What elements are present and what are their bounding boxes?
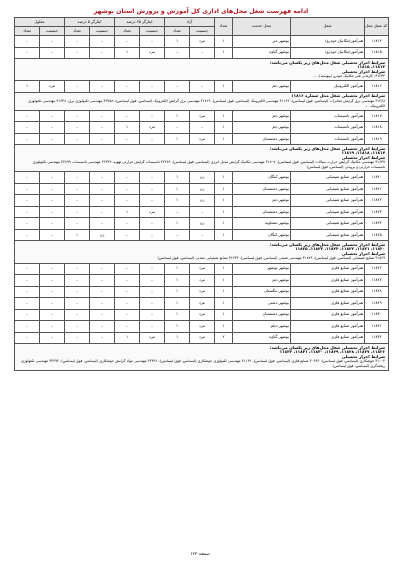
note-cell bbox=[15, 241, 389, 263]
cell-c3: – bbox=[65, 321, 90, 333]
cell-g3: – bbox=[90, 206, 115, 218]
table-row bbox=[15, 229, 389, 241]
cell-c1: ۱ bbox=[165, 110, 190, 122]
cell-g1: مرد bbox=[190, 110, 215, 122]
cell-job: هنرآموز تاسیسات bbox=[291, 122, 365, 134]
cell-code: ۱۱۸۲۵ bbox=[365, 229, 389, 241]
note-head: شرایط احراز تحصیلی شغل محل‌های زیر یکسان می‌باشد: bbox=[269, 145, 385, 151]
table-row bbox=[15, 286, 389, 298]
cell-code: ۱۱۸۲۷ bbox=[365, 275, 389, 287]
cell-g1: – bbox=[190, 47, 215, 59]
table-row bbox=[15, 275, 389, 287]
header-place: محل خدمت bbox=[233, 18, 291, 36]
cell-c4: – bbox=[15, 275, 40, 287]
cell-c2: – bbox=[115, 309, 140, 321]
header-veteran-5: ایثارگر ۵ درصد bbox=[65, 18, 115, 27]
cell-total: ۱ bbox=[215, 275, 233, 287]
cell-total: ۱ bbox=[215, 218, 233, 230]
cell-c1: – bbox=[165, 229, 190, 241]
cell-code: ۱۱۸۱۵ bbox=[365, 47, 389, 59]
cell-c4: – bbox=[15, 36, 40, 48]
cell-c1: ۱ bbox=[165, 263, 190, 275]
note-cell bbox=[15, 344, 389, 371]
cell-c3: – bbox=[65, 206, 90, 218]
cell-job: هنرآموز صنایع فلزی bbox=[291, 275, 365, 287]
cell-g1: – bbox=[190, 81, 215, 93]
cell-job: هنرآموز صنایع فلزی bbox=[291, 286, 365, 298]
cell-g2: – bbox=[140, 172, 165, 184]
cell-g4: – bbox=[40, 309, 65, 321]
cell-g4: – bbox=[40, 133, 65, 145]
header-code: کد شغل محل bbox=[365, 18, 389, 36]
cell-g4: – bbox=[40, 275, 65, 287]
note-text: ۳۱۲۶۸ مهندسی برق گرایش مخابرات (لیسانس، فوق لیسانس)، ۳۱۱۶۹ مهندسی الکترونیک (لیسانس، فوق لیسانس)، ۳۱۷۱۲ مهندسی برق گرایش الکترونیک (لیسانس، فوق لیسانس)، ۳۲۲۵۸ مهندسی تکنولوژی برق، ۳۱۶۳۸ مهندسی تکنولوژی الکترونیک، ... bbox=[28, 98, 385, 108]
cell-g3: زن bbox=[90, 229, 115, 241]
header-count: تعداد bbox=[15, 27, 40, 36]
cell-c2: ۱ bbox=[115, 332, 140, 344]
cell-g3: – bbox=[90, 36, 115, 48]
cell-place: بوشهر-گناوه bbox=[233, 332, 291, 344]
note-text: ۳۱۲۳۴- کاردانی فنی مکانیک خودرو (پیوسته)، ... bbox=[313, 74, 385, 79]
cell-g3: – bbox=[90, 122, 115, 134]
header-gender: جنسیت bbox=[190, 27, 215, 36]
cell-place: بوشهر-تنگستان bbox=[233, 286, 291, 298]
cell-g4: – bbox=[40, 229, 65, 241]
cell-g4: – bbox=[40, 263, 65, 275]
cell-g1: مرد bbox=[190, 332, 215, 344]
cell-g1: مرد bbox=[190, 263, 215, 275]
cell-g4: – bbox=[40, 195, 65, 207]
cell-c2: – bbox=[115, 275, 140, 287]
note-text: ۳۱۰۰۴ جوشکاری (لیسانس، فوق لیسانس)، ۳۰۶۹۴ صنایع فلزی (لیسانس، فوق لیسانس)، ۳۱۱۶۹ مهندسی تکنولوژی جوشکاری (لیسانس، فوق لیسانس)، ۳۲۳۹۱ مهندسی مواد گرایش جوشکاری (لیسانس، فوق لیسانس)، ۳۲۳۹۲ مهندسی تکنولوژی ریخته‌گری (لیسانس، فوق لیسانس) bbox=[21, 359, 385, 368]
cell-g1: مرد bbox=[190, 321, 215, 333]
note-codes: ۱۱۸۱۷، ۱۱۸۱۸، ۱۱۸۱۹ bbox=[341, 150, 385, 156]
cell-job: هنرآموز صنایع فلزی bbox=[291, 298, 365, 310]
cell-g4: – bbox=[40, 183, 65, 195]
cell-place: بوشهر-بوشهر bbox=[233, 263, 291, 275]
cell-c2: – bbox=[115, 195, 140, 207]
cell-c2: – bbox=[115, 286, 140, 298]
note-label: شرایط احراز تحصیلی bbox=[341, 154, 385, 160]
cell-code: ۱۱۸۲۳ bbox=[365, 206, 389, 218]
cell-g1: مرد bbox=[190, 275, 215, 287]
note-head: شرایط احراز تحصیلی شغل محل شماره ۱۱۸۱۶ bbox=[291, 93, 385, 99]
cell-place: بوشهر-دشتستان bbox=[233, 183, 291, 195]
cell-c1: – bbox=[165, 81, 190, 93]
cell-c4: – bbox=[15, 332, 40, 344]
header-free: آزاد bbox=[165, 18, 215, 27]
cell-place: بوشهر-جم bbox=[233, 195, 291, 207]
table-row bbox=[15, 206, 389, 218]
cell-job: هنرآموز تاسیسات bbox=[291, 110, 365, 122]
table-row bbox=[15, 110, 389, 122]
header-count: تعداد bbox=[65, 27, 90, 36]
cell-c1: ۱ bbox=[165, 298, 190, 310]
page-number: صفحه ۱۲۳ bbox=[190, 552, 210, 557]
cell-place: بوشهر-دشتستان bbox=[233, 206, 291, 218]
cell-c3: – bbox=[65, 122, 90, 134]
cell-g4: – bbox=[40, 286, 65, 298]
cell-c3: – bbox=[65, 309, 90, 321]
header-disabled: معلول bbox=[15, 18, 65, 27]
cell-g2: – bbox=[140, 309, 165, 321]
cell-place: بوشهر-کنگان bbox=[233, 229, 291, 241]
cell-g2: – bbox=[140, 195, 165, 207]
cell-c1: ۱ bbox=[165, 321, 190, 333]
cell-c3: – bbox=[65, 263, 90, 275]
cell-total: ۱ bbox=[215, 263, 233, 275]
cell-c3: ۱ bbox=[65, 229, 90, 241]
cell-place: بوشهر-جم bbox=[233, 110, 291, 122]
header-gender: جنسیت bbox=[40, 27, 65, 36]
cell-c4: – bbox=[15, 263, 40, 275]
cell-g2: مرد bbox=[140, 122, 165, 134]
document-page bbox=[14, 6, 388, 557]
cell-code: ۱۱۸۲۱ bbox=[365, 183, 389, 195]
cell-g1: مرد bbox=[190, 309, 215, 321]
cell-g2: – bbox=[140, 286, 165, 298]
cell-g2: مرد bbox=[140, 47, 165, 59]
cell-g1: مرد bbox=[190, 133, 215, 145]
cell-g2: – bbox=[140, 229, 165, 241]
note-label: شرایط احراز تحصیلی bbox=[341, 68, 385, 74]
cell-g2: – bbox=[140, 218, 165, 230]
table-row bbox=[15, 133, 389, 145]
note-text: ۳۱۸۶۹ صنایع شیمیایی (لیسانس، فوق لیسانس)، ۳۱۸۷۹ مهندسی شیمی (لیسانس، فوق لیسانس)، ۳۶۶۳۳ صنایع شیمیایی معدنی (لیسانس، فوق لیسانس) bbox=[157, 256, 385, 261]
cell-place: بوشهر-دشتی bbox=[233, 298, 291, 310]
cell-c2: – bbox=[115, 229, 140, 241]
cell-g1: مرد bbox=[190, 36, 215, 48]
cell-total: ۲ bbox=[215, 332, 233, 344]
cell-c4: – bbox=[15, 309, 40, 321]
qualification-note bbox=[15, 92, 389, 110]
cell-c1: ۱ bbox=[165, 183, 190, 195]
table-row bbox=[15, 122, 389, 134]
cell-code: ۱۱۸۲۲ bbox=[365, 195, 389, 207]
table-row bbox=[15, 183, 389, 195]
header-gender: جنسیت bbox=[90, 27, 115, 36]
cell-code: ۱۱۸۳۲ bbox=[365, 332, 389, 344]
cell-job: هنرآموز صنایع فلزی bbox=[291, 309, 365, 321]
cell-total: ۱ bbox=[215, 81, 233, 93]
cell-g3: – bbox=[90, 263, 115, 275]
note-label: شرایط احراز تحصیلی bbox=[341, 353, 385, 359]
cell-g2: – bbox=[140, 36, 165, 48]
cell-g3: – bbox=[90, 332, 115, 344]
cell-c1: ۱ bbox=[165, 36, 190, 48]
cell-job: هنرآموز الکترونیک bbox=[291, 81, 365, 93]
cell-code: ۱۱۸۱۷ bbox=[365, 110, 389, 122]
table-row bbox=[15, 321, 389, 333]
cell-c4: – bbox=[15, 183, 40, 195]
cell-g4: – bbox=[40, 110, 65, 122]
cell-c4: – bbox=[15, 122, 40, 134]
table-row bbox=[15, 195, 389, 207]
cell-code: ۱۱۸۱۶ bbox=[365, 81, 389, 93]
cell-c1: – bbox=[165, 206, 190, 218]
cell-place: بوشهر-دشتستان bbox=[233, 133, 291, 145]
note-cell bbox=[15, 92, 389, 110]
cell-c3: – bbox=[65, 298, 90, 310]
cell-job: هنرآموز صنایع شیمیایی bbox=[291, 218, 365, 230]
cell-g2: – bbox=[140, 110, 165, 122]
cell-g4: – bbox=[40, 321, 65, 333]
cell-c3: – bbox=[65, 332, 90, 344]
cell-total: ۱ bbox=[215, 122, 233, 134]
cell-g1: – bbox=[190, 229, 215, 241]
cell-c4: – bbox=[15, 206, 40, 218]
cell-c3: – bbox=[65, 172, 90, 184]
cell-g3: – bbox=[90, 275, 115, 287]
cell-total: ۱ bbox=[215, 321, 233, 333]
cell-g3: – bbox=[90, 110, 115, 122]
cell-job: هنرآموز صنایع شیمیایی bbox=[291, 183, 365, 195]
cell-c3: – bbox=[65, 218, 90, 230]
table-row bbox=[15, 218, 389, 230]
cell-code: ۱۱۸۱۸ bbox=[365, 122, 389, 134]
cell-g1: – bbox=[190, 206, 215, 218]
note-cell bbox=[15, 145, 389, 172]
cell-g4: مرد bbox=[40, 81, 65, 93]
cell-job: هنرآموز صنایع شیمیایی bbox=[291, 229, 365, 241]
header-gender: جنسیت bbox=[140, 27, 165, 36]
cell-place: بوشهر-گناوه bbox=[233, 47, 291, 59]
header-job: شغل bbox=[291, 18, 365, 36]
cell-c1: ۱ bbox=[165, 172, 190, 184]
cell-total: ۱ bbox=[215, 133, 233, 145]
cell-total: ۱ bbox=[215, 172, 233, 184]
cell-g4: – bbox=[40, 332, 65, 344]
cell-c3: – bbox=[65, 195, 90, 207]
cell-g3: – bbox=[90, 81, 115, 93]
cell-g4: – bbox=[40, 218, 65, 230]
cell-place: بوشهر-جم bbox=[233, 81, 291, 93]
cell-job: هنرآموز صنایع فلزی bbox=[291, 263, 365, 275]
cell-g2: – bbox=[140, 298, 165, 310]
cell-place: بوشهر-دشتستان bbox=[233, 309, 291, 321]
cell-code: ۱۱۸۳۰ bbox=[365, 309, 389, 321]
cell-g3: – bbox=[90, 286, 115, 298]
cell-total: ۱ bbox=[215, 298, 233, 310]
cell-code: ۱۱۸۱۴ bbox=[365, 36, 389, 48]
cell-g1: زن bbox=[190, 195, 215, 207]
cell-c2: – bbox=[115, 263, 140, 275]
header-veteran-25: ایثارگر ۲۵ درصد bbox=[115, 18, 165, 27]
cell-code: ۱۱۸۲۴ bbox=[365, 218, 389, 230]
cell-total: ۱ bbox=[215, 47, 233, 59]
cell-total: ۱ bbox=[215, 206, 233, 218]
cell-g1: – bbox=[190, 122, 215, 134]
table-row bbox=[15, 81, 389, 93]
cell-job: هنرآموز(مکانیک خودرو) bbox=[291, 47, 365, 59]
page-title: ادامه فهرست شغل محل‌های اداری کل آموزش و پرورش استان بوشهر bbox=[93, 8, 309, 15]
table-row bbox=[15, 36, 389, 48]
table-row bbox=[15, 47, 389, 59]
cell-code: ۱۱۸۲۹ bbox=[365, 298, 389, 310]
note-label: شرایط احراز تحصیلی bbox=[341, 250, 385, 256]
cell-total: ۱ bbox=[215, 309, 233, 321]
cell-g2: – bbox=[140, 133, 165, 145]
cell-c2: – bbox=[115, 321, 140, 333]
cell-place: بوشهر-عسلویه bbox=[233, 218, 291, 230]
cell-g2: – bbox=[140, 81, 165, 93]
cell-job: هنرآموز صنایع شیمیایی bbox=[291, 195, 365, 207]
cell-place: بوشهر-دیر bbox=[233, 36, 291, 48]
cell-c2: – bbox=[115, 183, 140, 195]
cell-c4: – bbox=[15, 298, 40, 310]
cell-g3: – bbox=[90, 321, 115, 333]
note-cell bbox=[15, 59, 389, 81]
cell-g3: – bbox=[90, 298, 115, 310]
cell-c4: – bbox=[15, 110, 40, 122]
cell-c3: – bbox=[65, 286, 90, 298]
cell-g4: – bbox=[40, 172, 65, 184]
cell-total: ۱ bbox=[215, 286, 233, 298]
table-row bbox=[15, 172, 389, 184]
cell-c1: ۱ bbox=[165, 332, 190, 344]
cell-code: ۱۱۸۳۱ bbox=[365, 321, 389, 333]
cell-place: بوشهر-دیلم bbox=[233, 321, 291, 333]
cell-c4: – bbox=[15, 47, 40, 59]
cell-g3: – bbox=[90, 183, 115, 195]
cell-job: هنرآموز(مکانیک خودرو) bbox=[291, 36, 365, 48]
table-row bbox=[15, 263, 389, 275]
cell-job: هنرآموز صنایع فلزی bbox=[291, 332, 365, 344]
cell-c2: – bbox=[115, 36, 140, 48]
cell-g4: – bbox=[40, 298, 65, 310]
jobs-table bbox=[14, 17, 389, 371]
cell-total: ۱ bbox=[215, 110, 233, 122]
cell-g3: – bbox=[90, 172, 115, 184]
table-row bbox=[15, 332, 389, 344]
cell-c4: – bbox=[15, 321, 40, 333]
cell-g3: – bbox=[90, 309, 115, 321]
cell-c1: ۱ bbox=[165, 309, 190, 321]
cell-c4: – bbox=[15, 172, 40, 184]
cell-g4: – bbox=[40, 47, 65, 59]
cell-job: هنرآموز صنایع فلزی bbox=[291, 321, 365, 333]
cell-c2: – bbox=[115, 218, 140, 230]
cell-c4: – bbox=[15, 195, 40, 207]
cell-c2: – bbox=[115, 133, 140, 145]
cell-c3: – bbox=[65, 47, 90, 59]
cell-g1: مرد bbox=[190, 298, 215, 310]
cell-g2: مرد bbox=[140, 206, 165, 218]
note-head: شرایط احراز تحصیلی شغل محل‌های زیر یکسان می‌باشد: bbox=[269, 59, 385, 65]
cell-c3: – bbox=[65, 275, 90, 287]
cell-g1: مرد bbox=[190, 286, 215, 298]
cell-g4: – bbox=[40, 122, 65, 134]
qualification-note bbox=[15, 344, 389, 371]
cell-c1: ۱ bbox=[165, 133, 190, 145]
cell-g4: – bbox=[40, 36, 65, 48]
cell-code: ۱۱۸۲۰ bbox=[365, 172, 389, 184]
cell-c2: – bbox=[115, 298, 140, 310]
note-codes: ۱۱۸۱۴، ۱۱۸۱۵ bbox=[357, 64, 385, 70]
cell-g3: – bbox=[90, 47, 115, 59]
note-codes: ۱۱۸۲۰، ۱۱۸۲۱، ۱۱۸۲۲، ۱۱۸۲۳، ۱۱۸۲۴، ۱۱۸۲۵ bbox=[295, 246, 385, 252]
cell-g4: – bbox=[40, 206, 65, 218]
cell-c1: ۱ bbox=[165, 275, 190, 287]
header-total: تعداد bbox=[215, 18, 233, 36]
cell-code: ۱۱۸۲۶ bbox=[365, 263, 389, 275]
cell-c4: – bbox=[15, 229, 40, 241]
cell-c4: ۱ bbox=[15, 81, 40, 93]
cell-place: بوشهر-جم bbox=[233, 122, 291, 134]
table-row bbox=[15, 298, 389, 310]
cell-c3: – bbox=[65, 183, 90, 195]
cell-c3: – bbox=[65, 81, 90, 93]
cell-total: ۱ bbox=[215, 183, 233, 195]
cell-c1: – bbox=[165, 47, 190, 59]
cell-c2: – bbox=[115, 110, 140, 122]
header-count: تعداد bbox=[115, 27, 140, 36]
cell-job: هنرآموز صنایع شیمیایی bbox=[291, 206, 365, 218]
qualification-note bbox=[15, 145, 389, 172]
cell-job: هنرآموز صنایع شیمیایی bbox=[291, 172, 365, 184]
cell-c2: ۱ bbox=[115, 122, 140, 134]
cell-c2: ۱ bbox=[115, 206, 140, 218]
cell-g2: – bbox=[140, 183, 165, 195]
cell-c1: – bbox=[165, 122, 190, 134]
cell-c3: – bbox=[65, 133, 90, 145]
cell-total: ۱ bbox=[215, 229, 233, 241]
cell-c2: ۱ bbox=[115, 47, 140, 59]
cell-c4: – bbox=[15, 133, 40, 145]
cell-g1: زن bbox=[190, 172, 215, 184]
cell-c4: – bbox=[15, 218, 40, 230]
cell-place: بوشهر-جم bbox=[233, 275, 291, 287]
cell-g1: زن bbox=[190, 183, 215, 195]
qualification-note bbox=[15, 59, 389, 81]
note-text: ۳۱۶۳۷ مهندسی مکانیک گرایش حرارت سیالات (لیسانس، فوق لیسانس)، ۳۱۷۰۷ مهندسی مکانیک گرایش تبدیل انرژی (لیسانس، فوق لیسانس)، ۳۲۲۸۹ تاسیسات گرایش حرارتی تهویه، ۳۲۲۴۹ مهندسی تاسیسات، ۳۲۷۹۹ مهندسی تکنولوژی تاسیسات حرارتی و برودتی (لیسانس، فوق لیسانس) bbox=[32, 160, 385, 170]
cell-c1: ۱ bbox=[165, 195, 190, 207]
note-codes: ۱۱۸۲۶، ۱۱۸۲۷، ۱۱۸۲۸، ۱۱۸۲۹، ۱۱۸۳۰، ۱۱۸۳۱، ۱۱۸۳۲ bbox=[279, 349, 385, 355]
cell-total: ۱ bbox=[215, 36, 233, 48]
cell-c1: ۱ bbox=[165, 286, 190, 298]
cell-g2: – bbox=[140, 263, 165, 275]
cell-g2: – bbox=[140, 275, 165, 287]
cell-c3: – bbox=[65, 36, 90, 48]
cell-code: ۱۱۸۲۸ bbox=[365, 286, 389, 298]
qualification-note bbox=[15, 241, 389, 263]
note-head: شرایط احراز تحصیلی شغل محل‌های زیر یکسان می‌باشد: bbox=[269, 344, 385, 350]
cell-total: ۱ bbox=[215, 195, 233, 207]
table-row bbox=[15, 309, 389, 321]
note-head: شرایط احراز تحصیلی شغل محل‌های زیر یکسان می‌باشد: bbox=[269, 241, 385, 247]
cell-g3: – bbox=[90, 218, 115, 230]
cell-c2: – bbox=[115, 172, 140, 184]
cell-g2: – bbox=[140, 321, 165, 333]
cell-job: هنرآموز تاسیسات bbox=[291, 133, 365, 145]
cell-g3: – bbox=[90, 133, 115, 145]
cell-g3: – bbox=[90, 195, 115, 207]
cell-c2: – bbox=[115, 81, 140, 93]
cell-code: ۱۱۸۱۹ bbox=[365, 133, 389, 145]
cell-c1: ۱ bbox=[165, 218, 190, 230]
cell-c3: – bbox=[65, 110, 90, 122]
cell-place: بوشهر-کنگان bbox=[233, 172, 291, 184]
cell-c4: – bbox=[15, 286, 40, 298]
cell-g2: مرد bbox=[140, 332, 165, 344]
header-count: تعداد bbox=[165, 27, 190, 36]
cell-g1: زن bbox=[190, 218, 215, 230]
